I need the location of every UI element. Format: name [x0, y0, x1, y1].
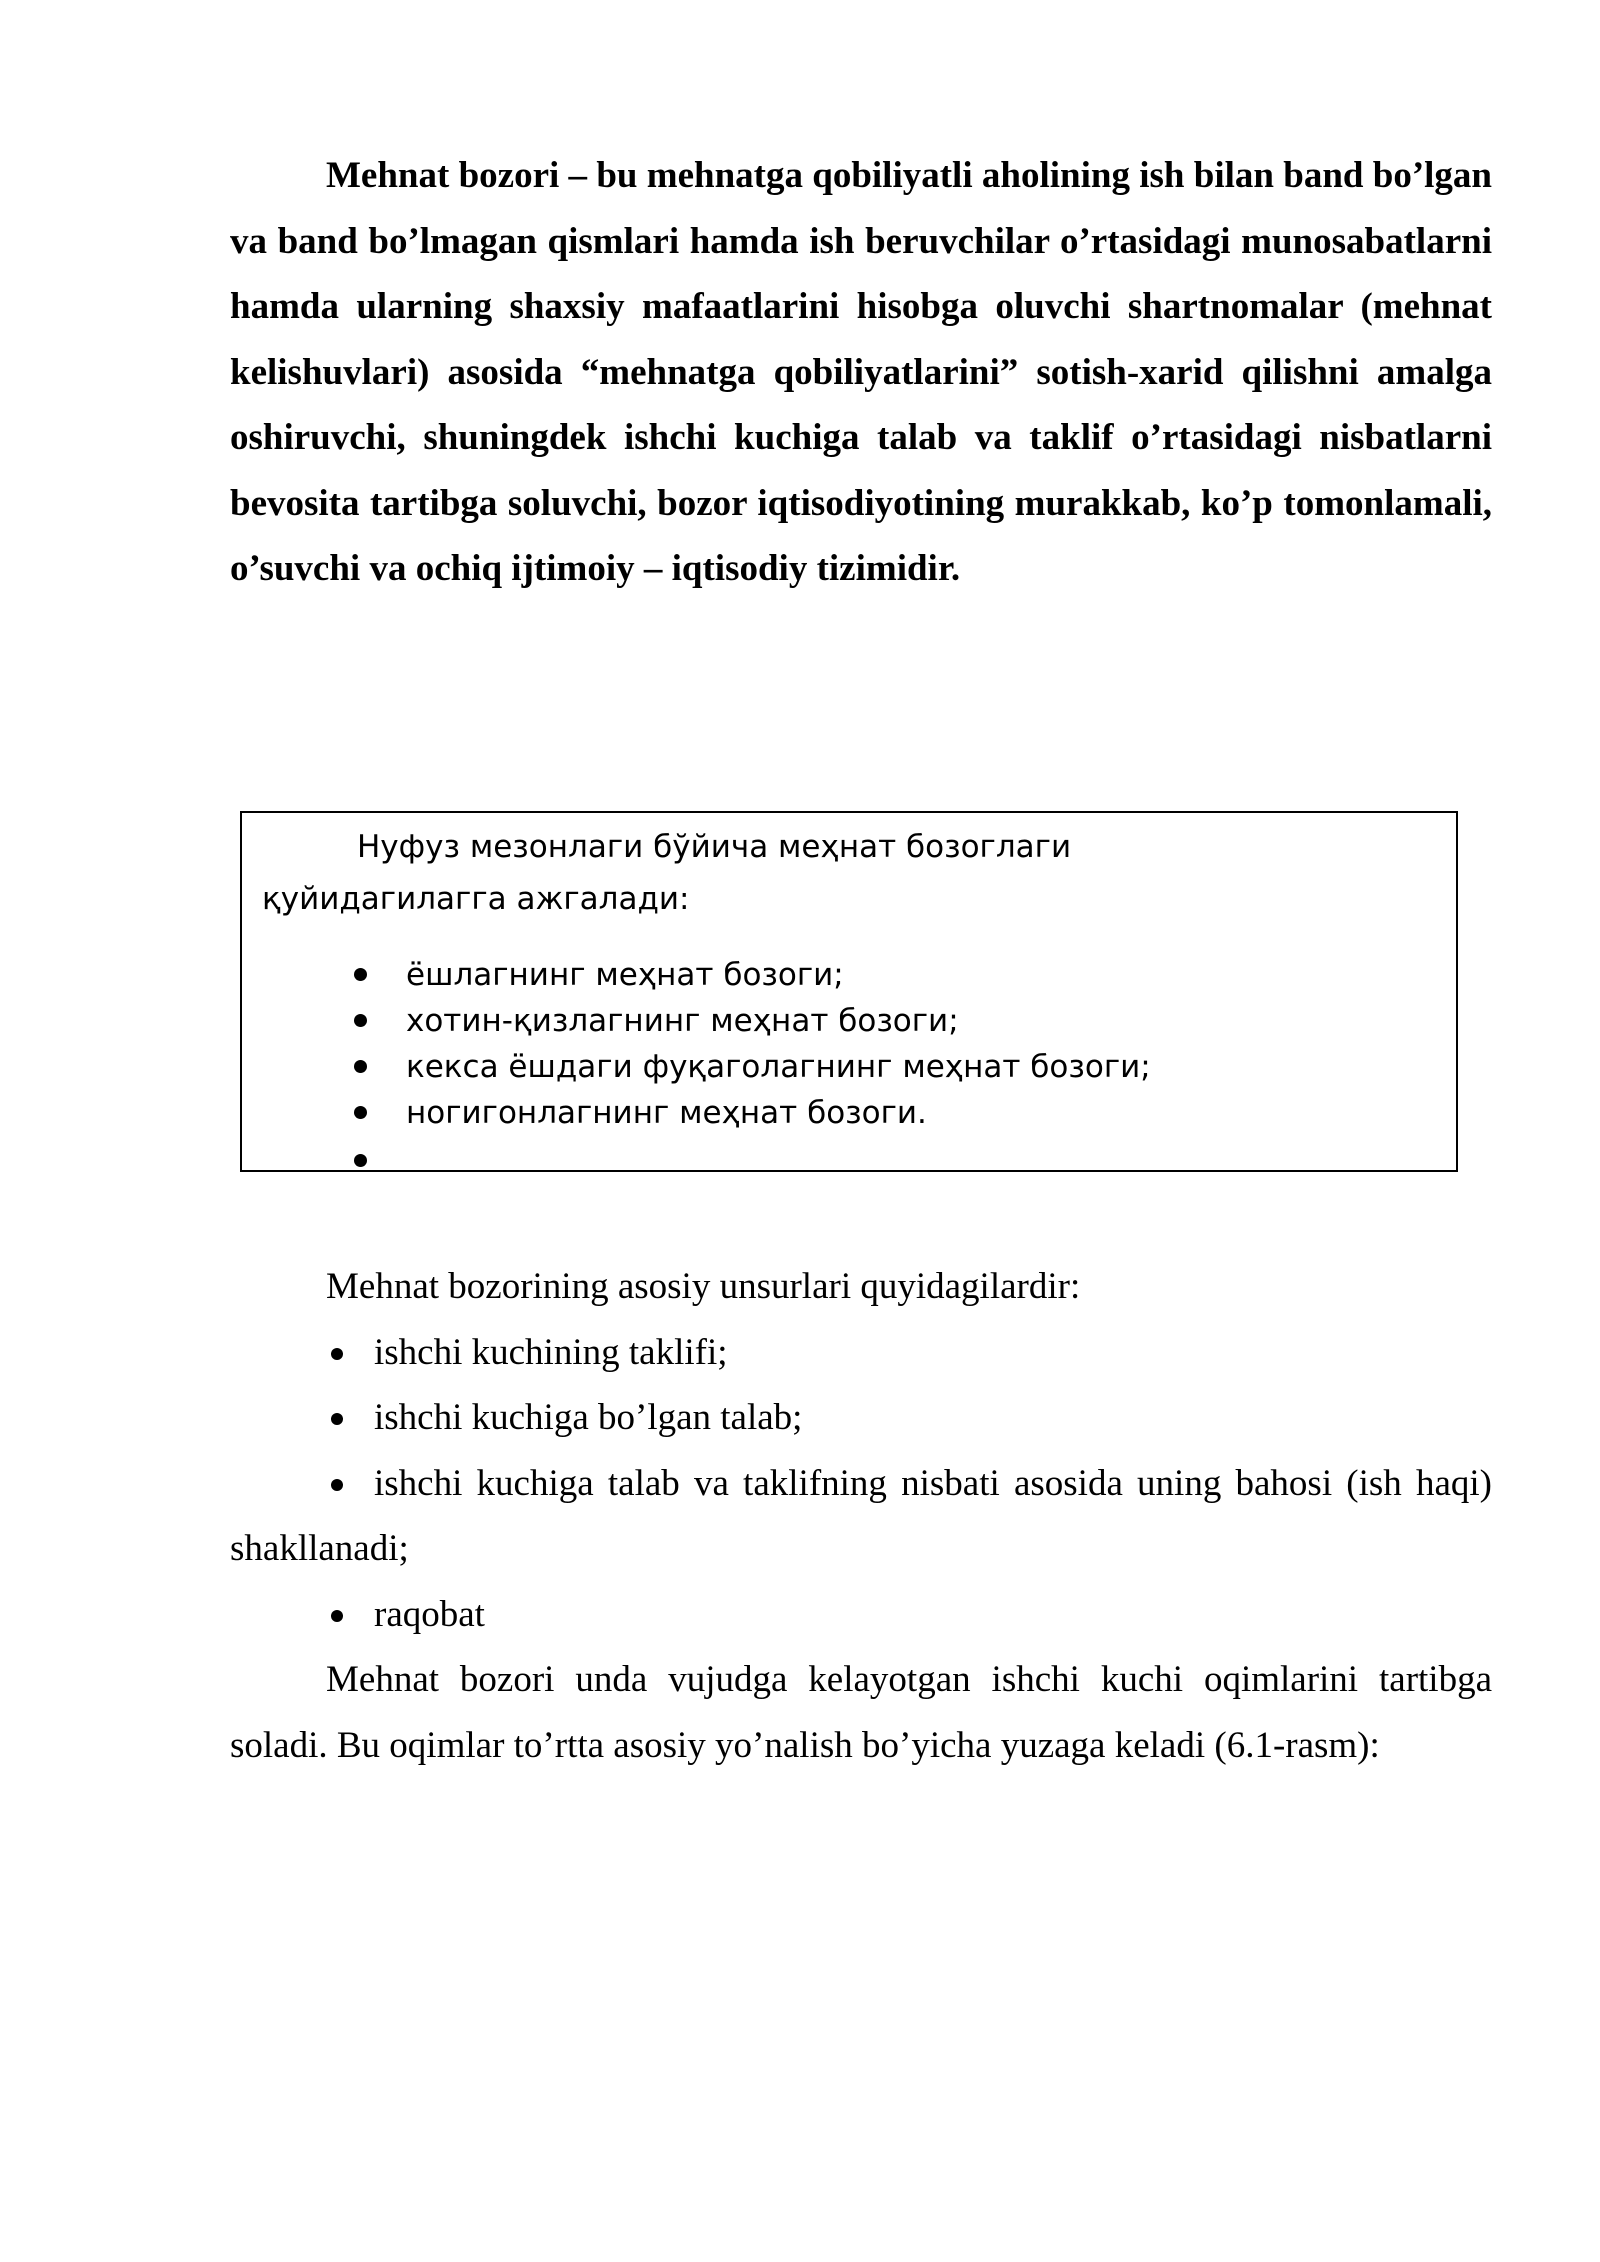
list-item — [230, 1320, 1492, 1386]
list-item — [242, 952, 1442, 998]
list-item-text: хотин-қизлагнинг меҳнат бозоги; — [406, 1003, 959, 1039]
bullet-icon — [354, 968, 367, 981]
bullet-icon — [331, 1479, 343, 1491]
bullet-icon — [354, 1060, 367, 1073]
list-item-text: ishchi kuchiga talab va taklifning nisbati asosida uning bahosi (ish haqi) shakllanadi; — [230, 1462, 1492, 1569]
list-item-text: ёшлагнинг меҳнат бозоги; — [406, 957, 844, 993]
bullet-icon — [354, 1106, 367, 1119]
flows-paragraph: Mehnat bozori unda vujudga kelayotgan ishchi kuchi oqimlarini tartibga soladi. Bu oqimlar to’rtta asosiy yo’nalish bo’yicha yuzaga keladi (6.1-rasm): — [230, 1659, 1492, 1766]
list-item — [230, 1451, 1492, 1582]
elements-intro-text: Mehnat bozorining asosiy unsurlari quyidagilardir: — [326, 1266, 1081, 1307]
market-elements-section — [230, 1254, 1492, 1778]
bullet-icon — [331, 1348, 343, 1360]
bullet-icon — [354, 1014, 367, 1027]
list-item-text: кекса ёшдаги фуқаголагнинг меҳнат бозоги; — [406, 1049, 1151, 1085]
definition-paragraph: Mehnat bozori – bu mehnatga qobiliyatli aholining ish bilan band bo’lgan va band bo’lmagan qismlari hamda ish beruvchilar o’rtasidagi munosabatlarni hamda ularning shaxsiy mafaatlarini hisobga oluvchi shartnomalar (mehnat kelishuvlari) asosida “mehnatga qobiliyatlarini” sotish-xarid qilishni amalga oshiruvchi, shuningdek ishchi kuchiga talab va taklif o’rtasidagi nisbatlarni bevosita tartibga soluvchi, bozor iqtisodiyotining murakkab, ko’p tomonlamali, o’suvchi va ochiq ijtimoiy – iqtisodiy tizimidir. — [230, 155, 1492, 589]
list-item — [242, 1090, 1442, 1136]
list-item-text: ishchi kuchining taklifi; — [374, 1331, 728, 1373]
bullet-icon — [331, 1610, 343, 1622]
list-item-text: raqobat — [374, 1593, 485, 1635]
list-item-text: ishchi kuchiga bo’lgan talab; — [374, 1397, 803, 1438]
box-intro-text: Нуфуз мезонлаги бўйича меҳнат бозоглаги қуйидагилагга ажгалади: — [262, 829, 1072, 917]
list-item — [242, 1044, 1442, 1090]
list-item — [242, 998, 1442, 1044]
empty-bullet-icon — [354, 1154, 367, 1167]
list-item — [230, 1582, 1492, 1648]
bullet-icon — [331, 1413, 343, 1425]
market-types-list — [242, 952, 1442, 1136]
market-types-box — [240, 811, 1458, 1172]
list-item-text: ногигонлагнинг меҳнат бозоги. — [406, 1095, 927, 1131]
list-item — [230, 1385, 1492, 1451]
